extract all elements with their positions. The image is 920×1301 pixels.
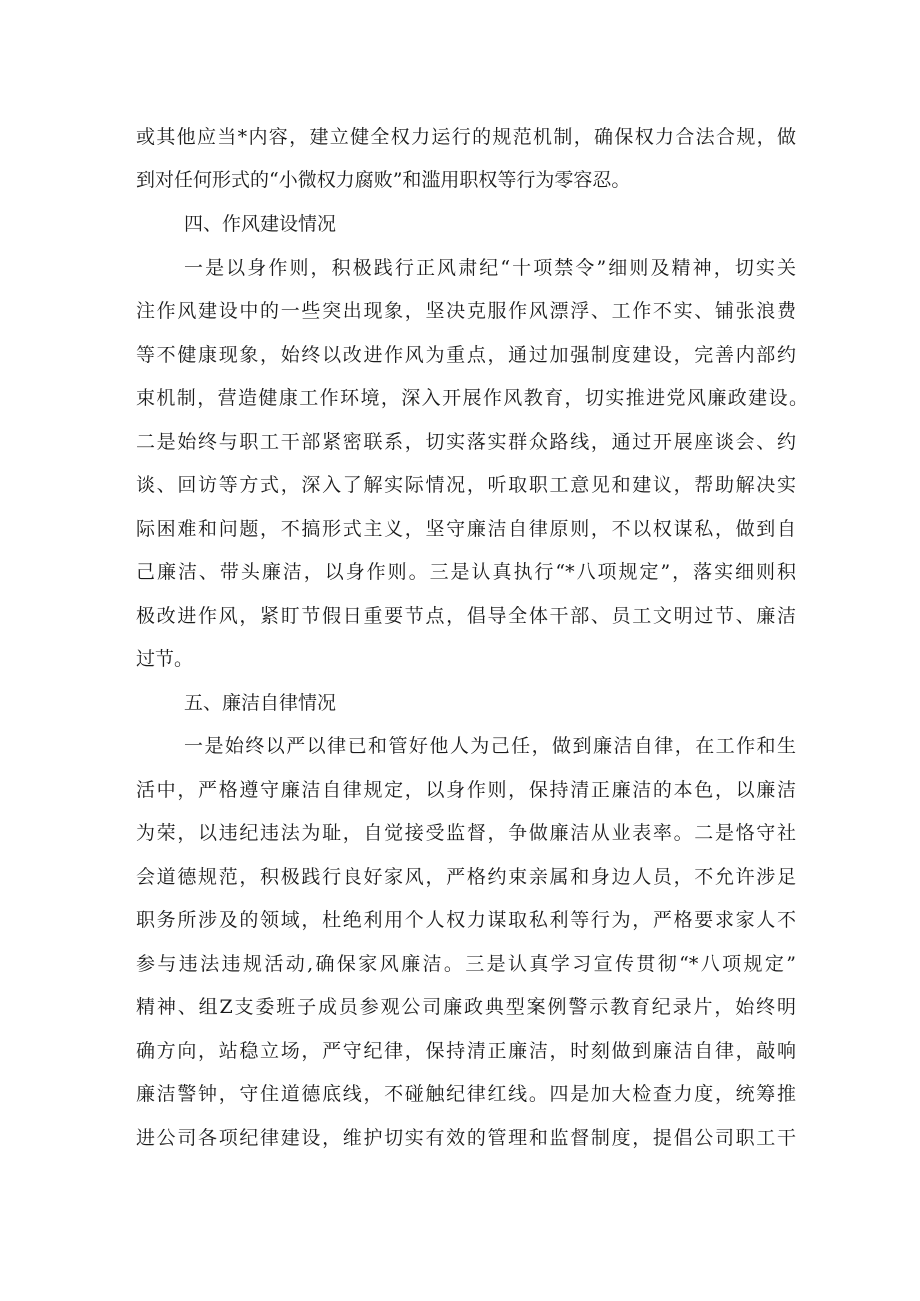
text-line: 过节。 [136,648,194,670]
text-line: 活中，严格遵守廉洁自律规定，以身作则，保持清正廉洁的本色，以廉洁 [136,779,796,801]
text-line: 或其他应当*内容，建立健全权力运行的规范机制，确保权力合法合规，做 [136,126,796,148]
text-line: 极改进作风，紧盯节假日重要节点，倡导全体干部、员工文明过节、廉洁 [136,605,796,627]
text-line: 谈、回访等方式，深入了解实际情况，听取职工意见和建议，帮助解决实 [136,474,796,496]
text-line: 会道德规范，积极践行良好家风，严格约束亲属和身边人员，不允许涉足 [136,866,796,888]
text-line: 确方向，站稳立场，严守纪律，保持清正廉洁，时刻做到廉洁自律，敲响 [136,1040,796,1062]
text-line: 二是始终与职工干部紧密联系，切实落实群众路线，通过开展座谈会、约 [136,431,796,453]
text-line: 注作风建设中的一些突出现象，坚决克服作风漂浮、工作不实、铺张浪费 [136,300,796,322]
section-heading: 四、作风建设情况 [184,213,337,235]
text-line: 廉洁警钟，守住道德底线，不碰触纪律红线。四是加大检查力度，统筹推 [136,1083,796,1105]
text-line: 际困难和问题，不搞形式主义，坚守廉洁自律原则，不以权谋私，做到自 [136,518,796,540]
text-line: 到对任何形式的“小微权力腐败”和滥用职权等行为零容忍。 [136,169,631,191]
text-line: 己廉洁、带头廉洁，以身作则。三是认真执行“*八项规定”，落实细则积 [136,561,796,583]
text-line: 进公司各项纪律建设，维护切实有效的管理和监督制度，提倡公司职工干 [136,1127,796,1149]
section-heading: 五、廉洁自律情况 [184,692,337,714]
text-line: 参与违法违规活动,确保家风廉洁。三是认真学习宣传贯彻“*八项规定” [136,953,796,975]
text-line: 等不健康现象，始终以改进作风为重点，通过加强制度建设，完善内部约 [136,344,796,366]
text-line: 一是始终以严以律已和管好他人为己任，做到廉洁自律，在工作和生 [184,735,796,757]
text-line: 精神、组Z支委班子成员参观公司廉政典型案例警示教育纪录片，始终明 [136,996,796,1018]
text-line: 为荣，以违纪违法为耻，自觉接受监督，争做廉洁从业表率。二是恪守社 [136,822,796,844]
text-line: 一是以身作则，积极践行正风肃纪“十项禁令”细则及精神，切实关 [184,257,796,279]
text-line: 束机制，营造健康工作环境，深入开展作风教育，切实推进党风廉政建设。 [136,387,808,409]
text-line: 职务所涉及的领域，杜绝利用个人权力谋取私利等行为，严格要求家人不 [136,909,796,931]
